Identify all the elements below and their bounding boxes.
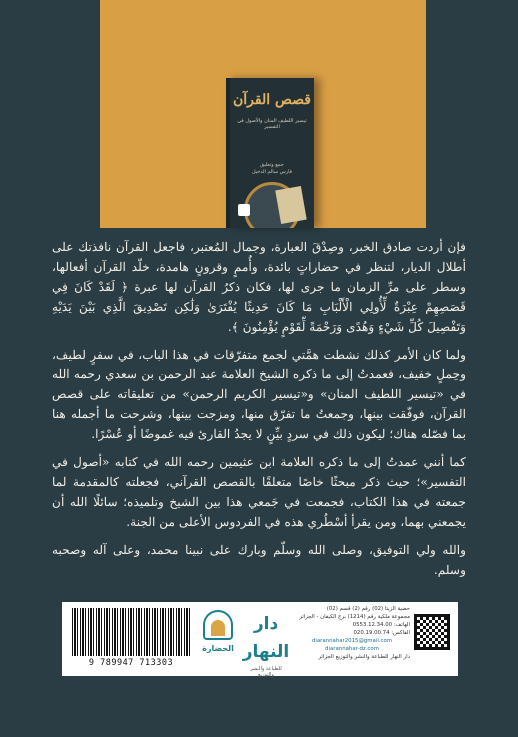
hadara-logo — [200, 610, 236, 668]
social-line: دار النهار للطباعة والنشر والتوزيع الجزائر — [318, 654, 410, 660]
publisher-name: دار النهار — [242, 614, 290, 662]
dome-icon — [203, 610, 233, 640]
publisher-logo-icon — [238, 204, 250, 216]
book-author — [236, 162, 308, 176]
publisher-contacts — [294, 606, 410, 662]
barcode-bars — [72, 608, 190, 656]
website-line: diarannahar-dz.com — [325, 646, 379, 652]
publisher-tagline: للطباعة والنشر والتوزيع — [250, 666, 282, 678]
address-line: حضية الزيتا (02) رقم (2) قسم (02) — [326, 606, 410, 612]
nahar-logo — [242, 610, 290, 678]
qr-code-icon — [414, 614, 450, 650]
paragraph: والله ولي التوفيق، وصلى الله وسلّم وبارك على نبينا محمد، وعلى آله وصحبه وسلم. — [52, 542, 466, 577]
book-author-line: جمع وتعليق — [260, 162, 284, 168]
book-subtitle: تيسير اللطيف المنان والأصول في التفسير — [237, 118, 307, 130]
back-cover-text — [52, 238, 466, 589]
book-cover-image — [226, 78, 314, 228]
footer-panel — [62, 602, 458, 676]
manuscript-image — [275, 186, 307, 224]
fax-line: الفاكس: 020.19.00.74 — [353, 630, 410, 636]
book-author-line: فارس سالم الدخيل — [251, 169, 293, 175]
email-line: diarannahar2015@gmail.com — [311, 638, 393, 644]
phone-line: الهاتف: 0553.12.34.00 — [352, 622, 410, 628]
paragraph: فإن أردت صادق الخبر، وصِدْقَ العبارة، وجمال المُعتبر، فاجعل القرآن نافذتك على أطلال الديار، لتنظر في حضاراتٍ بائدة، وأُممٍ وقرونٍ هامدة، خلّد القرآن أفعالها، وسطر على مرِّ الزمان ما جرى لها، فكان ذكرُ القرآن لها عبرة ﴿ لَقَدْ كَانَ فِي قَصَصِهِمْ عِبْرَةٌ لِّأُولِي الْأَلْبَابِ مَا كَانَ حَدِيثًا يُفْتَرَىٰ وَلَٰكِن تَصْدِيقَ الَّذِي بَيْنَ يَدَيْهِ وَتَفْصِيلَ كُلِّ شَيْءٍ وَهُدًى وَرَحْمَةً لِّقَوْمٍ يُؤْمِنُونَ ﴾. — [52, 240, 466, 334]
paragraph: كما أنني عمدتُ إلى ما ذكره العلامة ابن عثيمين رحمه الله في كتابه «أصول في التفسير»؛ حيث ذكر مبحثًا خاصًا متعلقًا بالقصص القرآني، فجعلته كالمقدمة لما جمعته في هذا الكتاب، فجمعت في جَمعي هذا بين الشيخ وتلميذه؛ سائلًا الله أن يجمعني بهما، ومن يقرأ أسْطُري هذه في الفردوس الأعلى من الجنة. — [52, 455, 466, 529]
isbn-number: 9 789947 713303 — [88, 658, 174, 668]
book-title: قصص القرآن — [233, 92, 311, 108]
isbn-barcode — [72, 608, 190, 670]
address-line: مجموعة ملكية رقم (1214) برج الكيفان - الجزائر — [299, 614, 410, 620]
paragraph: ولما كان الأمر كذلك نشطت همَّتي لجمع متفرّقات في هذا الباب، في سفرٍ لطيف، وحِملٍ خفيف، فعمدتُ إلى ما ذكره الشيخ العلامة عبد الرحمن بن سعدي رحمه الله في «تيسير اللطيف المنان» و«تيسير الكريم الرحمن» من تعليقاته على قصص القرآن، فوفّقت بينها، وجمعتُ ما تفرّق منها، ومزجت بينها، وشرحت ما أجمله هنا بما فصّله هناك؛ ليكون ذلك في سردٍ بيِّنٍ لا يجدُ القارئ فيه غموضًا أو عُسْرًا. — [52, 347, 466, 442]
hadara-logo-text: الحضارة — [202, 644, 234, 653]
